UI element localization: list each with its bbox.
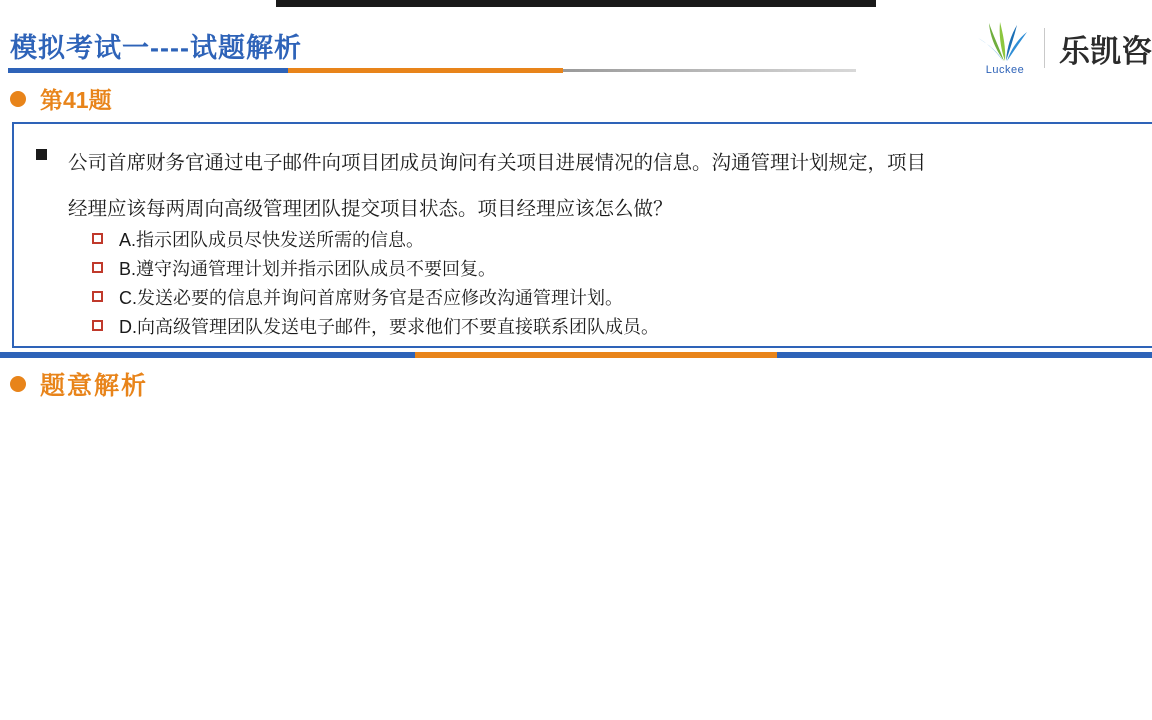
option-a[interactable] xyxy=(92,226,1142,255)
question-stem-text xyxy=(68,140,1148,232)
option-label: C.发送必要的信息并询问首席财务官是否应修改沟通管理计划。 xyxy=(119,288,623,308)
square-bullet-icon xyxy=(36,149,47,160)
title-underline xyxy=(8,68,856,73)
option-square-icon xyxy=(92,233,103,244)
analysis-heading xyxy=(10,366,148,402)
option-label: D.向高级管理团队发送电子邮件，要求他们不要直接联系团队成员。 xyxy=(119,317,659,337)
divider-blue-left-segment xyxy=(0,352,415,358)
question-heading xyxy=(10,82,112,115)
option-b[interactable] xyxy=(92,255,1142,284)
question-stem-line2: 经理应该每两周向高级管理团队提交项目状态。项目经理应该怎么做？ xyxy=(68,198,673,220)
leaf-icon xyxy=(974,21,1036,75)
title-underline-grey-segment xyxy=(563,69,856,72)
logo-divider xyxy=(1044,28,1045,68)
title-underline-orange-segment xyxy=(288,68,563,73)
top-black-bar xyxy=(276,0,876,7)
option-label: B.遵守沟通管理计划并指示团队成员不要回复。 xyxy=(119,259,497,279)
option-label: A.指示团队成员尽快发送所需的信息。 xyxy=(119,230,425,250)
analysis-heading-label: 题意解析 xyxy=(40,372,149,400)
divider-orange-segment xyxy=(415,352,777,358)
option-c[interactable] xyxy=(92,284,1142,313)
bullet-dot-icon xyxy=(10,376,26,392)
question-stem-line1: 公司首席财务官通过电子邮件向项目团成员询问有关项目进展情况的信息。沟通管理计划规定，项目 xyxy=(68,152,927,174)
title-underline-blue-segment xyxy=(8,68,288,73)
brand-logo xyxy=(974,20,1152,76)
bullet-dot-icon xyxy=(10,91,26,107)
option-square-icon xyxy=(92,262,103,273)
divider-blue-right-segment xyxy=(777,352,1152,358)
question-heading-label: 第41题 xyxy=(40,87,112,113)
option-square-icon xyxy=(92,291,103,302)
option-d[interactable] xyxy=(92,313,1142,342)
option-square-icon xyxy=(92,320,103,331)
logo-chinese-text: 乐凯咨 xyxy=(1059,33,1152,70)
logo-latin-text: Luckee xyxy=(985,64,1025,76)
question-stem xyxy=(36,140,1148,232)
section-divider-bar xyxy=(0,352,1152,358)
options-list xyxy=(92,226,1142,342)
question-box xyxy=(12,122,1152,348)
page-title: 模拟考试一----试题解析 xyxy=(10,33,302,63)
